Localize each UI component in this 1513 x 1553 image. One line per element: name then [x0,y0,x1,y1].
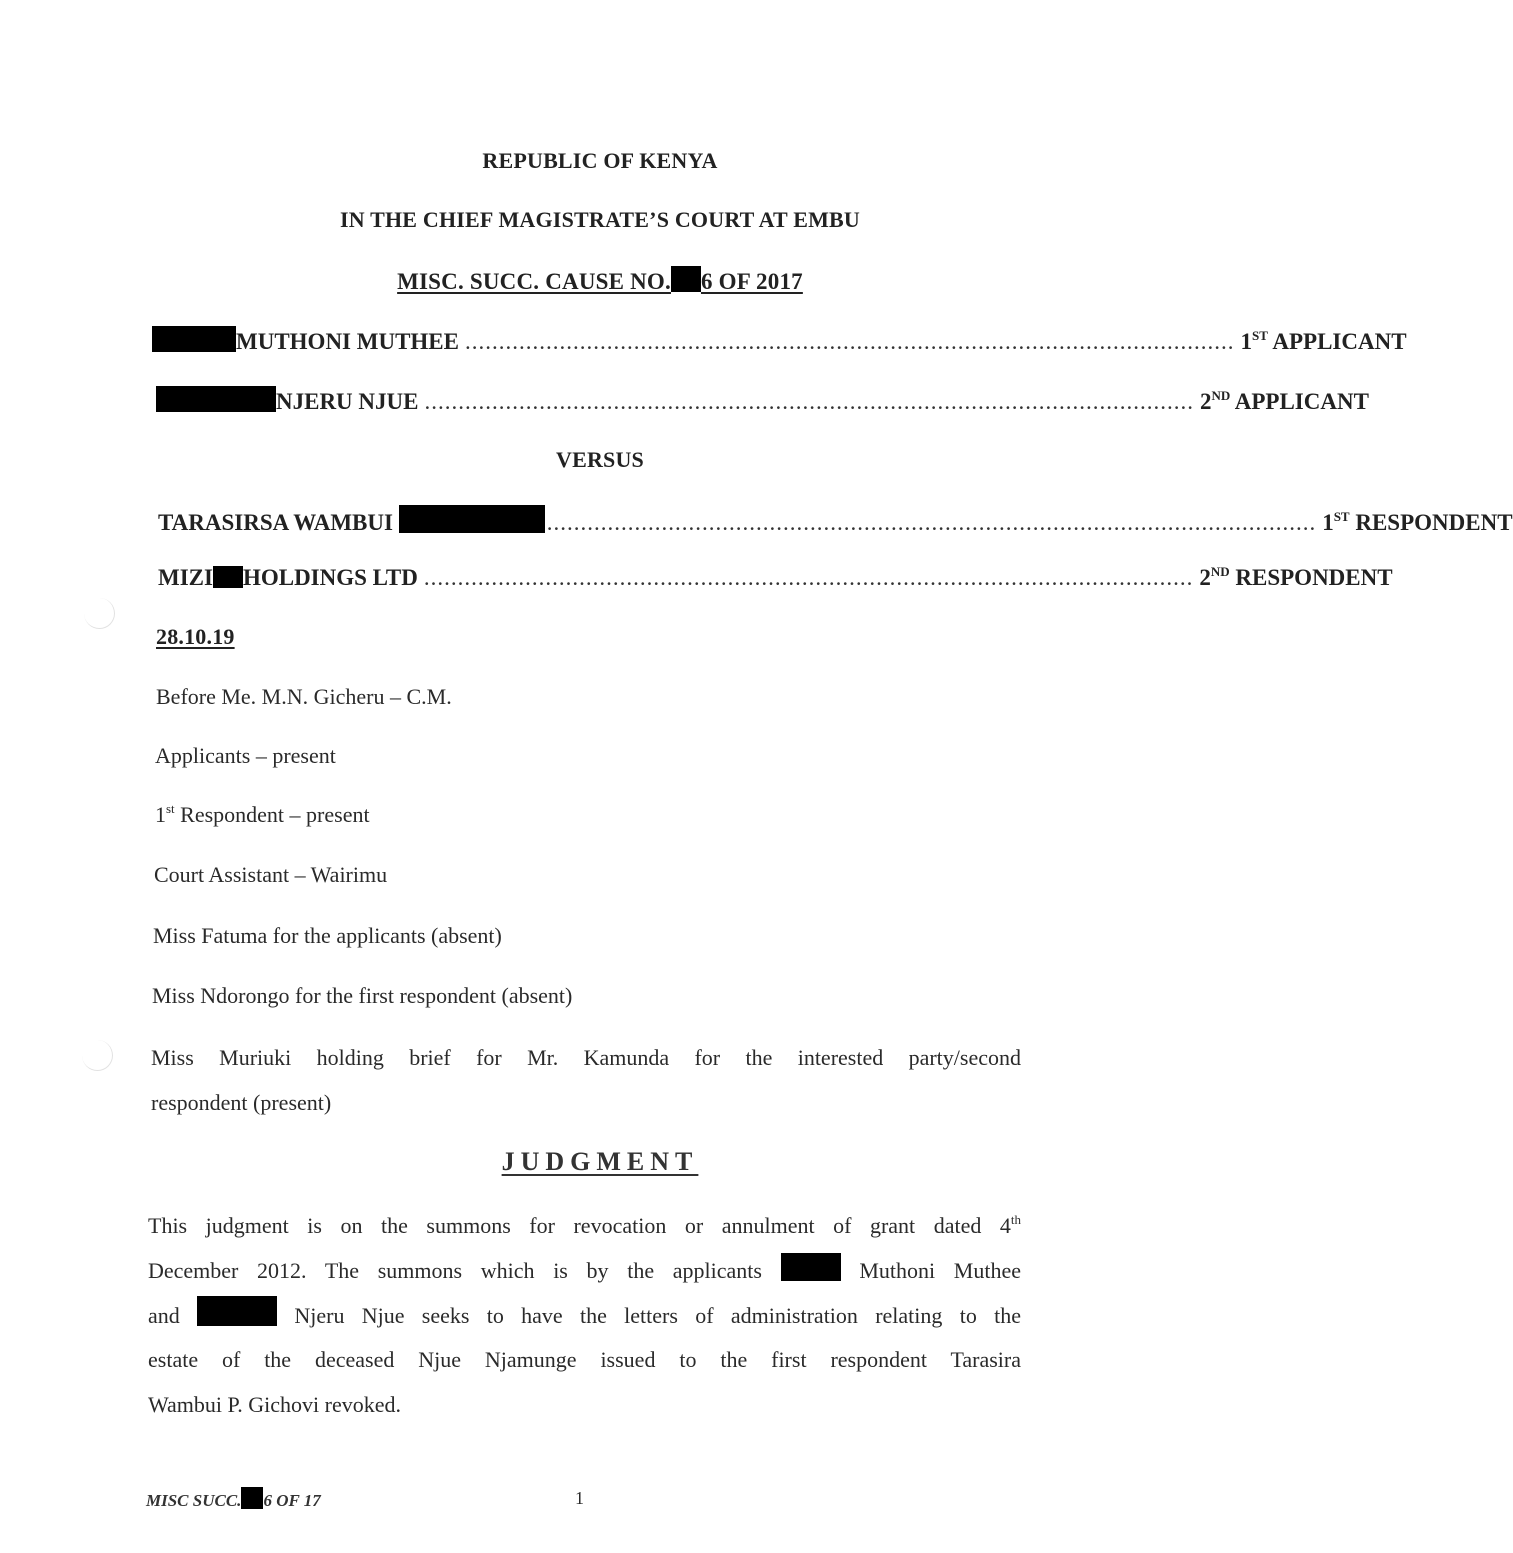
counsel-respondent-line: Miss Ndorongo for the first respondent (absent) [152,983,573,1008]
judgment-text: Muthoni Muthee [859,1257,1022,1283]
ordinal-suffix: st [166,801,175,816]
judgment-text: This judgment is on the summons for revocation or annulment of grant dated 4 [148,1213,1011,1238]
respondent-1-name: TARASIRSA WAMBUI [158,510,393,535]
role-label: RESPONDENT [1235,565,1393,590]
redaction-block [781,1253,841,1281]
redaction-block [671,266,701,292]
republic-heading: REPUBLIC OF KENYA [482,148,718,173]
counsel-applicants-line: Miss Fatuma for the applicants (absent) [153,923,502,948]
applicant-1-role [1240,329,1406,355]
ordinal-number: 1 [155,802,166,827]
role-label: RESPONDENT [1355,510,1513,535]
attendance-text: Respondent – present [174,802,370,827]
applicant-2-role [1200,389,1369,415]
redaction-block [152,326,236,352]
judgment-text: Njeru Njue seeks to have the letters of administration relating to the [294,1302,1021,1328]
footer-case-reference [146,1487,321,1511]
scan-hole-mark-top [84,598,115,629]
judgment-line-4: estate of the deceased Njue Njamunge issued to the first respondent Tarasira [148,1347,1021,1373]
respondent-2-name-suffix: HOLDINGS LTD [242,565,418,590]
applicant-2-line [156,386,1369,415]
role-label: APPLICANT [1272,329,1407,354]
redaction-block [399,505,545,533]
role-label: APPLICANT [1234,389,1369,414]
judgment-line-3 [148,1294,1021,1339]
judgment-paragraph [148,1204,1021,1428]
judgment-line-5: Wambui P. Gichovi revoked. [148,1392,402,1418]
respondent-2-name-prefix: MIZI [158,565,213,590]
judgment-text: and [148,1302,180,1328]
ordinal-number: 2 [1199,389,1212,414]
leader-dots: .................................................................................................................. [464,329,1235,354]
versus-heading: VERSUS [555,447,644,472]
judgment-line-1 [148,1204,1021,1249]
respondent-2-role [1199,565,1392,591]
court-heading: IN THE CHIEF MAGISTRATE’S COURT AT EMBU [339,207,861,232]
leader-dots: .................................................................................................................. [424,389,1194,414]
ordinal-number: 1 [1240,329,1252,354]
leader-dots: .................................................................................................................. [423,565,1194,590]
respondent-2-line [158,564,1393,591]
applicant-1-line [152,326,1407,355]
counsel-interested-party [151,1036,1021,1126]
ordinal-suffix: th [1010,1212,1021,1227]
redaction-block [241,1487,263,1509]
ordinal-suffix: ND [1210,564,1230,579]
counsel-line-2: respondent (present) [151,1089,332,1115]
judgment-line-2 [148,1249,1021,1294]
cause-prefix: MISC. SUCC. CAUSE NO. [397,269,671,294]
ordinal-suffix: ST [1333,509,1350,524]
respondent-1-line [158,505,1513,536]
hearing-date: 28.10.19 [156,624,235,649]
redaction-block [156,386,276,412]
judgment-text: December 2012. The summons which is by the applicants [148,1257,762,1283]
respondent-attendance [155,802,370,828]
court-assistant-line: Court Assistant – Wairimu [154,862,388,887]
judgment-heading: JUDGMENT [501,1147,699,1176]
ordinal-number: 2 [1199,565,1211,590]
redaction-block [213,566,243,588]
respondent-1-role [1322,510,1512,536]
footer-ref-suffix: 6 OF 17 [263,1491,321,1510]
redaction-block [197,1296,277,1326]
leader-dots: .................................................................................................................. [546,510,1317,535]
page-number: 1 [575,1488,584,1508]
applicant-1-name: MUTHONI MUTHEE [236,329,459,354]
before-line: Before Me. M.N. Gicheru – C.M. [156,684,452,709]
ordinal-number: 1 [1322,510,1334,535]
cause-suffix: 6 OF 2017 [700,269,803,294]
applicant-2-name: NJERU NJUE [276,389,419,414]
ordinal-suffix: ST [1251,328,1268,343]
footer-ref-prefix: MISC SUCC. [146,1491,242,1510]
cause-number-heading [0,266,1200,295]
ordinal-suffix: ND [1211,388,1231,403]
scan-hole-mark-bottom [82,1040,113,1071]
applicants-attendance: Applicants – present [155,743,336,768]
counsel-line-1: Miss Muriuki holding brief for Mr. Kamunda for the interested party/second [151,1045,1021,1070]
